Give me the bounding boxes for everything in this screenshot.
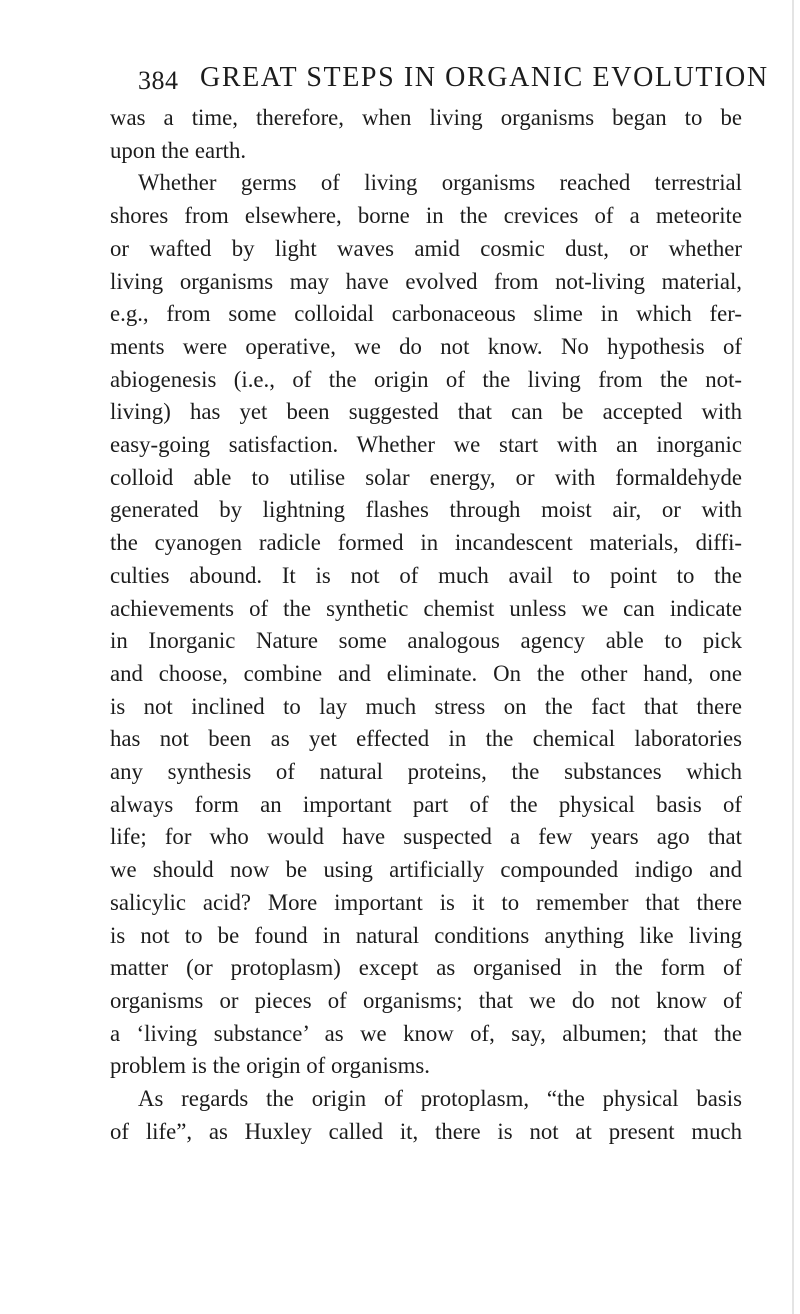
text-line: e.g., from some colloidal carbonaceous slime in which fer- bbox=[110, 301, 742, 327]
body-text bbox=[110, 102, 742, 1149]
text-line: living) has yet been suggested that can be accepted with bbox=[110, 399, 742, 425]
text-line: matter (or protoplasm) except as organised in the form of bbox=[110, 955, 742, 981]
text-line: As regards the origin of protoplasm, “the physical basis bbox=[138, 1086, 742, 1112]
running-head: GREAT STEPS IN ORGANIC EVOLUTION bbox=[200, 62, 769, 93]
text-line: Whether germs of living organisms reached terrestrial bbox=[138, 170, 742, 196]
page-number: 384 bbox=[138, 66, 179, 95]
text-line: or wafted by light waves amid cosmic dust, or whether bbox=[110, 235, 742, 261]
page-edge-shadow bbox=[792, 0, 794, 1314]
text-line: is not inclined to lay much stress on the fact that there bbox=[110, 693, 742, 719]
text-line: achievements of the synthetic chemist unless we can indicate bbox=[110, 595, 742, 621]
text-line: organisms or pieces of organisms; that we do not know of bbox=[110, 987, 742, 1013]
page-header bbox=[138, 62, 769, 102]
text-line: abiogenesis (i.e., of the origin of the living from the not- bbox=[110, 366, 742, 392]
text-line: life; for who would have suspected a few years ago that bbox=[110, 824, 742, 850]
text-line: problem is the origin of organisms. bbox=[110, 1053, 430, 1079]
text-line: in Inorganic Nature some analogous agency able to pick bbox=[110, 628, 742, 654]
text-line: ments were operative, we do not know. No hypothesis of bbox=[110, 333, 742, 359]
text-line: a ‘living substance’ as we know of, say, albumen; that the bbox=[110, 1020, 742, 1046]
text-line: shores from elsewhere, borne in the crevices of a meteorite bbox=[110, 203, 742, 229]
text-line: always form an important part of the physical basis of bbox=[110, 791, 742, 817]
paragraph bbox=[110, 102, 742, 167]
text-line: living organisms may have evolved from not-living material, bbox=[110, 268, 742, 294]
text-line: was a time, therefore, when living organisms began to be bbox=[110, 105, 742, 130]
text-line: salicylic acid? More important is it to remember that there bbox=[110, 889, 742, 915]
text-line: and choose, combine and eliminate. On the other hand, one bbox=[110, 660, 742, 686]
text-line: of life”, as Huxley called it, there is not at present much bbox=[110, 1118, 742, 1144]
text-line: the cyanogen radicle formed in incandescent materials, diffi- bbox=[110, 530, 742, 556]
text-line: has not been as yet effected in the chemical laboratories bbox=[110, 726, 742, 752]
paragraph bbox=[110, 1083, 742, 1148]
text-line: any synthesis of natural proteins, the substances which bbox=[110, 759, 742, 785]
text-line: upon the earth. bbox=[110, 137, 247, 163]
text-line: is not to be found in natural conditions anything like living bbox=[110, 922, 742, 948]
text-line: easy-going satisfaction. Whether we start with an inorganic bbox=[110, 432, 742, 458]
paragraph bbox=[110, 167, 742, 1083]
text-line: generated by lightning flashes through moist air, or with bbox=[110, 497, 742, 523]
text-line: colloid able to utilise solar energy, or with formaldehyde bbox=[110, 464, 742, 490]
text-line: culties abound. It is not of much avail to point to the bbox=[110, 562, 742, 588]
text-line: we should now be using artificially compounded indigo and bbox=[110, 857, 742, 883]
